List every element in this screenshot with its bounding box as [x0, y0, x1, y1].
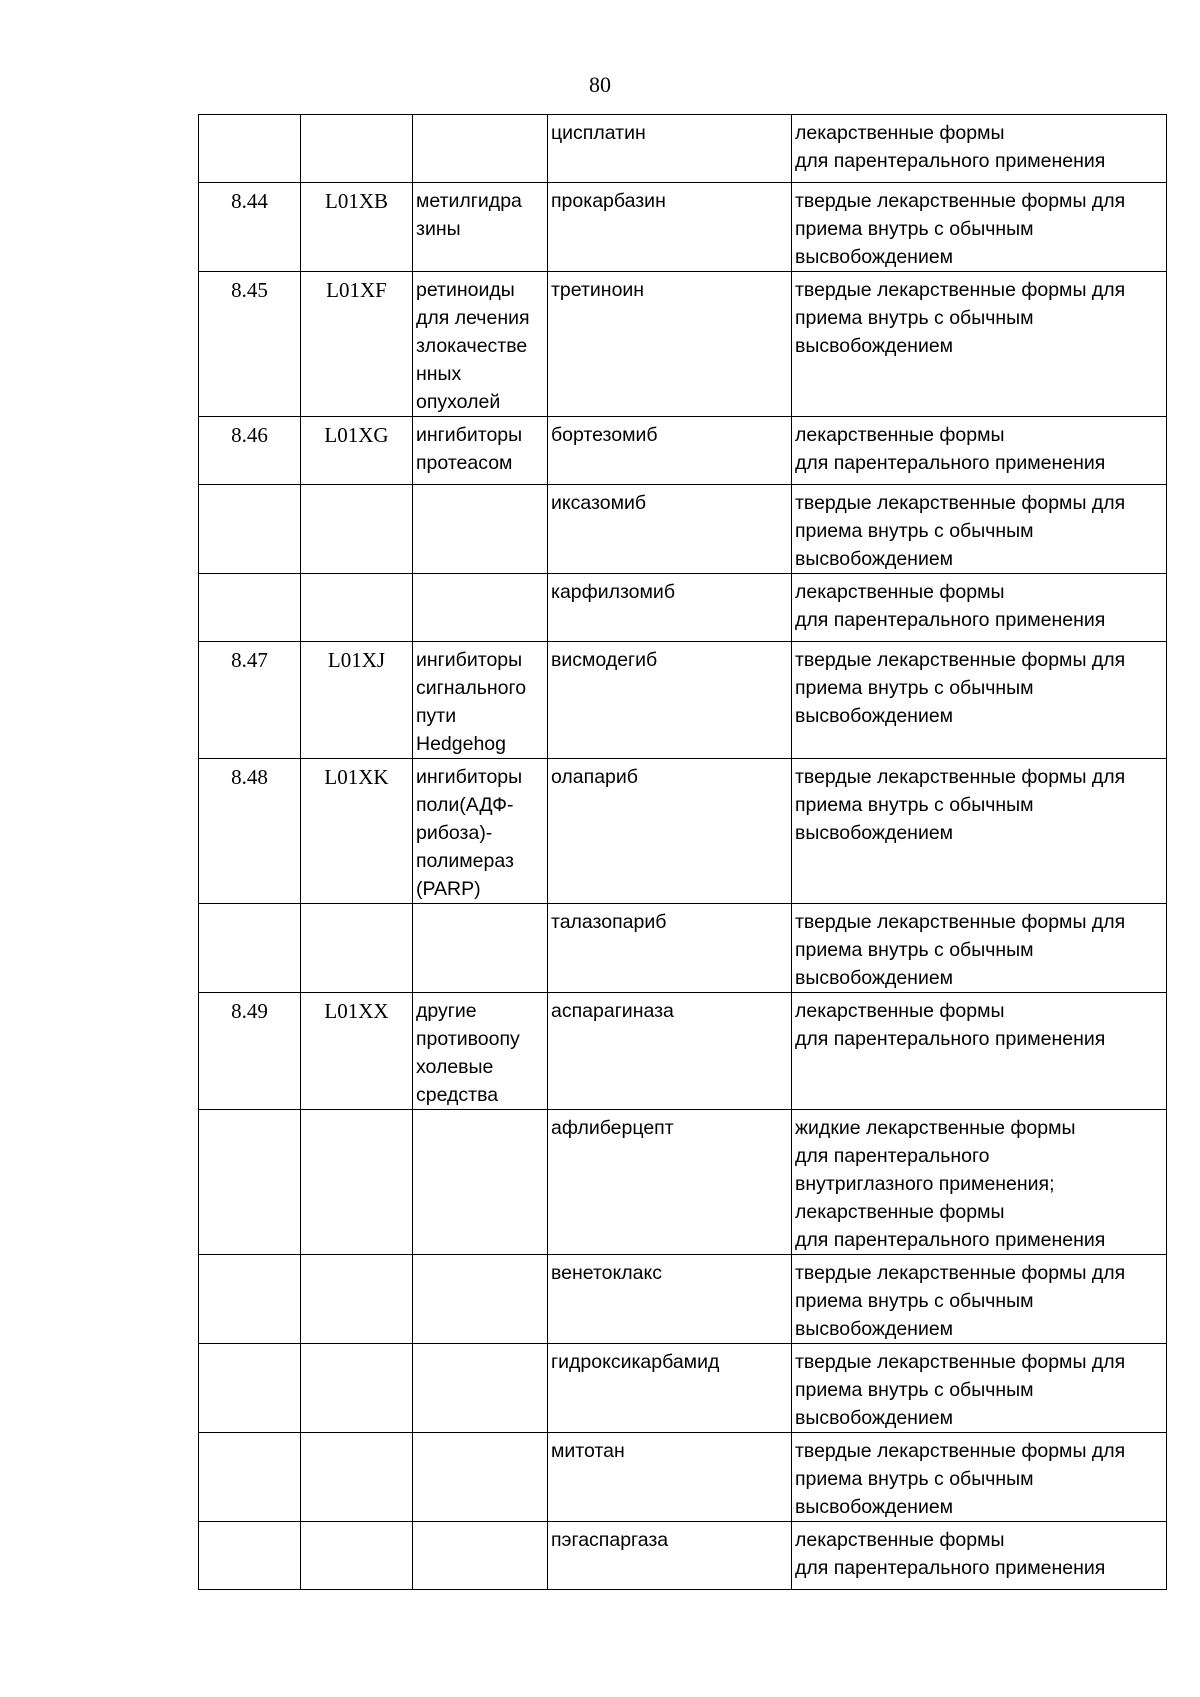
drug-name-cell: иксазомиб [548, 485, 792, 574]
group-line: ингибиторы [416, 649, 523, 671]
drug-name-cell: висмодегиб [548, 642, 792, 759]
dosage-form-line: высвобождением [795, 246, 954, 268]
dosage-form-line: жидкие лекарственные формы [795, 1117, 1076, 1139]
group-line: для лечения [416, 307, 530, 329]
pharmacological-group-cell [413, 183, 548, 272]
table-row [199, 272, 1167, 417]
item-number-cell [199, 1344, 301, 1433]
item-number-cell [199, 485, 301, 574]
dosage-form-line: высвобождением [795, 548, 954, 570]
table-row [199, 904, 1167, 993]
atc-code-cell [301, 1522, 413, 1590]
dosage-form-line: твердые лекарственные формы для [795, 492, 1126, 514]
dosage-form-cell [792, 183, 1167, 272]
dosage-form-line: твердые лекарственные формы для [795, 190, 1126, 212]
drug-name-cell: третиноин [548, 272, 792, 417]
dosage-form-cell [792, 993, 1167, 1110]
dosage-form-cell [792, 115, 1167, 183]
table-row [199, 574, 1167, 642]
dosage-form-line: твердые лекарственные формы для [795, 649, 1126, 671]
pharmacological-group-cell [413, 1433, 548, 1522]
dosage-form-line: твердые лекарственные формы для [795, 911, 1126, 933]
group-line: (PARP) [416, 878, 481, 900]
drug-name-cell: бортезомиб [548, 417, 792, 485]
pharmacological-group-cell [413, 1344, 548, 1433]
pharmacological-group-cell [413, 993, 548, 1110]
dosage-form-line: лекарственные формы [795, 1000, 1005, 1022]
dosage-form-line: приема внутрь с обычным [795, 520, 1034, 542]
dosage-form-cell [792, 574, 1167, 642]
atc-code-cell [301, 1344, 413, 1433]
item-number-cell [199, 115, 301, 183]
dosage-form-line: твердые лекарственные формы для [795, 1262, 1126, 1284]
atc-code-cell [301, 904, 413, 993]
item-number-cell: 8.47 [199, 642, 301, 759]
dosage-form-cell [792, 1344, 1167, 1433]
item-number-cell: 8.45 [199, 272, 301, 417]
group-line: опухолей [416, 391, 501, 413]
table-row [199, 1344, 1167, 1433]
dosage-form-line: высвобождением [795, 822, 954, 844]
pharmacological-group-cell [413, 574, 548, 642]
table-row [199, 642, 1167, 759]
drug-name-cell: митотан [548, 1433, 792, 1522]
pharmacological-group-cell [413, 485, 548, 574]
atc-code-cell [301, 1255, 413, 1344]
atc-code-cell: L01XG [301, 417, 413, 485]
dosage-form-line: для парентерального применения [795, 1557, 1106, 1579]
dosage-form-line: для парентерального [795, 1145, 990, 1167]
dosage-form-line: приема внутрь с обычным [795, 794, 1034, 816]
drug-name-cell: афлиберцепт [548, 1110, 792, 1255]
atc-code-cell [301, 115, 413, 183]
dosage-form-line: твердые лекарственные формы для [795, 766, 1126, 788]
table-row [199, 1522, 1167, 1590]
dosage-form-line: лекарственные формы [795, 122, 1005, 144]
group-line: метилгидра [416, 190, 522, 212]
drug-name-cell: гидроксикарбамид [548, 1344, 792, 1433]
group-line: нных [416, 363, 462, 385]
drug-name-cell: пэгаспаргаза [548, 1522, 792, 1590]
item-number-cell: 8.46 [199, 417, 301, 485]
pharmacological-group-cell [413, 904, 548, 993]
dosage-form-line: высвобождением [795, 967, 954, 989]
group-line: поли(АДФ- [416, 794, 514, 816]
item-number-cell: 8.44 [199, 183, 301, 272]
group-line: рибоза)- [416, 822, 493, 844]
atc-code-cell [301, 1433, 413, 1522]
pharmacological-group-cell [413, 1255, 548, 1344]
dosage-form-line: высвобождением [795, 1318, 954, 1340]
atc-code-cell: L01XB [301, 183, 413, 272]
dosage-form-cell [792, 1433, 1167, 1522]
table-row [199, 183, 1167, 272]
group-line: ингибиторы [416, 424, 523, 446]
dosage-form-line: для парентерального применения [795, 609, 1106, 631]
group-line: противоопу [416, 1028, 520, 1050]
drug-name-cell: прокарбазин [548, 183, 792, 272]
atc-code-cell: L01XX [301, 993, 413, 1110]
dosage-form-line: высвобождением [795, 705, 954, 727]
dosage-form-line: лекарственные формы [795, 1201, 1005, 1223]
dosage-form-line: внутриглазного применения; [795, 1173, 1055, 1195]
item-number-cell [199, 574, 301, 642]
dosage-form-line: лекарственные формы [795, 424, 1005, 446]
dosage-form-line: высвобождением [795, 335, 954, 357]
dosage-form-cell [792, 272, 1167, 417]
atc-code-cell [301, 485, 413, 574]
group-line: Hedgehog [416, 733, 506, 755]
dosage-form-line: твердые лекарственные формы для [795, 279, 1126, 301]
drug-name-cell: олапариб [548, 759, 792, 904]
dosage-form-line: твердые лекарственные формы для [795, 1440, 1126, 1462]
table-row [199, 115, 1167, 183]
item-number-cell [199, 1110, 301, 1255]
group-line: ретиноиды [416, 279, 515, 301]
dosage-form-cell [792, 759, 1167, 904]
pharmacological-group-cell [413, 417, 548, 485]
table-row [199, 1255, 1167, 1344]
dosage-form-line: приема внутрь с обычным [795, 677, 1034, 699]
dosage-form-cell [792, 1255, 1167, 1344]
drug-name-cell: венетоклакс [548, 1255, 792, 1344]
atc-code-cell [301, 1110, 413, 1255]
item-number-cell [199, 904, 301, 993]
table-row [199, 1110, 1167, 1255]
group-line: протеасом [416, 452, 513, 474]
dosage-form-cell [792, 904, 1167, 993]
table-row [199, 1433, 1167, 1522]
dosage-form-line: приема внутрь с обычным [795, 218, 1034, 240]
dosage-form-line: приема внутрь с обычным [795, 939, 1034, 961]
pharmacological-group-cell [413, 115, 548, 183]
dosage-form-cell [792, 485, 1167, 574]
dosage-form-line: для парентерального применения [795, 150, 1106, 172]
table-row [199, 759, 1167, 904]
dosage-form-line: твердые лекарственные формы для [795, 1351, 1126, 1373]
atc-code-cell [301, 574, 413, 642]
dosage-form-line: высвобождением [795, 1496, 954, 1518]
drug-name-cell: цисплатин [548, 115, 792, 183]
drug-table [198, 114, 1167, 1590]
dosage-form-line: лекарственные формы [795, 581, 1005, 603]
pharmacological-group-cell [413, 1522, 548, 1590]
table-row [199, 485, 1167, 574]
pharmacological-group-cell [413, 759, 548, 904]
dosage-form-line: приема внутрь с обычным [795, 1468, 1034, 1490]
pharmacological-group-cell [413, 642, 548, 759]
item-number-cell [199, 1433, 301, 1522]
item-number-cell: 8.48 [199, 759, 301, 904]
table-row [199, 993, 1167, 1110]
dosage-form-line: для парентерального применения [795, 452, 1106, 474]
atc-code-cell: L01XF [301, 272, 413, 417]
dosage-form-line: для парентерального применения [795, 1229, 1106, 1251]
group-line: злокачестве [416, 335, 528, 357]
group-line: пути [416, 705, 457, 727]
item-number-cell [199, 1255, 301, 1344]
group-line: полимераз [416, 850, 514, 872]
dosage-form-line: высвобождением [795, 1407, 954, 1429]
item-number-cell: 8.49 [199, 993, 301, 1110]
table-row [199, 417, 1167, 485]
atc-code-cell: L01XJ [301, 642, 413, 759]
group-line: холевые [416, 1056, 494, 1078]
page-number: 80 [589, 72, 611, 97]
dosage-form-line: приема внутрь с обычным [795, 1290, 1034, 1312]
group-line: зины [416, 218, 461, 240]
group-line: сигнального [416, 677, 527, 699]
dosage-form-cell [792, 1110, 1167, 1255]
atc-code-cell: L01XK [301, 759, 413, 904]
dosage-form-line: лекарственные формы [795, 1529, 1005, 1551]
pharmacological-group-cell [413, 272, 548, 417]
dosage-form-cell [792, 417, 1167, 485]
dosage-form-line: для парентерального применения [795, 1028, 1106, 1050]
group-line: ингибиторы [416, 766, 523, 788]
dosage-form-cell [792, 642, 1167, 759]
dosage-form-line: приема внутрь с обычным [795, 307, 1034, 329]
pharmacological-group-cell [413, 1110, 548, 1255]
item-number-cell [199, 1522, 301, 1590]
drug-name-cell: аспарагиназа [548, 993, 792, 1110]
group-line: другие [416, 1000, 477, 1022]
dosage-form-cell [792, 1522, 1167, 1590]
dosage-form-line: приема внутрь с обычным [795, 1379, 1034, 1401]
drug-name-cell: талазопариб [548, 904, 792, 993]
drug-name-cell: карфилзомиб [548, 574, 792, 642]
group-line: средства [416, 1084, 499, 1106]
